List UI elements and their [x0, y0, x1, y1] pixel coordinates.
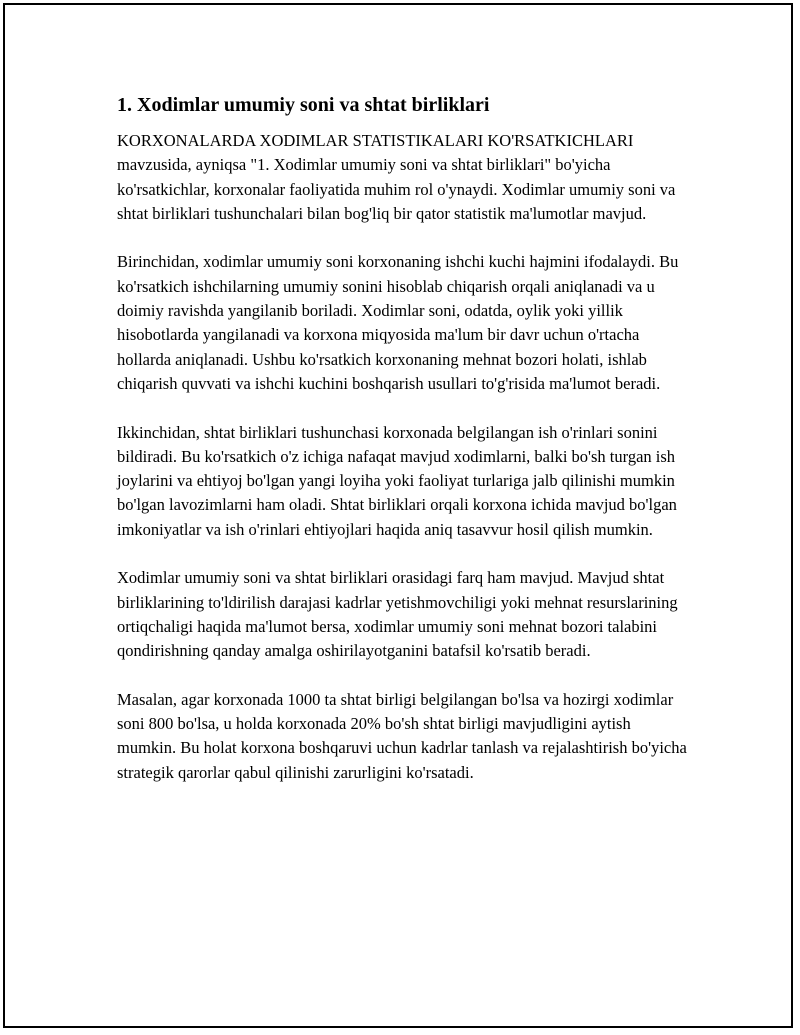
paragraph-total-employees: Birinchidan, xodimlar umumiy soni korxonaning ishchi kuchi hajmini ifodalaydi. Bu ko'rsatkich ishchilarning umumiy sonini hisoblab chiqarish orqali aniqlanadi va u doimiy ravishda yangilanib boriladi. Xodimlar soni, odatda, oylik yoki yillik hisobotlarda yangilanadi va korxona miqyosida ma'lum bir davr uchun o'rtacha hollarda aniqlanadi. Ushbu ko'rsatkich korxonaning mehnat bozori holati, ishlab chiqarish quvvati va ishchi kuchini boshqarish usullari to'g'risida ma'lumot beradi. [117, 252, 679, 393]
paragraph-intro: KORXONALARDA XODIMLAR STATISTIKALARI KO'RSATKICHLARI mavzusida, ayniqsa "1. Xodimlar umumiy soni va shtat birliklari" bo'yicha ko'rsatkichlar, korxonalar faoliyatida muhim rol o'ynaydi. Xodimlar umumiy soni va shtat birliklari tushunchalari bilan bog'liq bir qator statistik ma'lumotlar mavjud. [117, 131, 676, 223]
paragraph-difference: Xodimlar umumiy soni va shtat birliklari orasidagi farq ham mavjud. Mavjud shtat birliklarining to'ldirilish darajasi kadrlar yetishmovchiligi yoki mehnat resurslarining ortiqchaligi haqida ma'lumot bersa, xodimlar umumiy soni mehnat bozori talabini qondirishning qanday amalga oshirilayotganini batafsil ko'rsatib beradi. [117, 568, 678, 661]
document-body [117, 93, 692, 809]
paragraph-staff-units: Ikkinchidan, shtat birliklari tushunchasi korxonada belgilangan ish o'rinlari sonini bildiradi. Bu ko'rsatkich o'z ichiga nafaqat mavjud xodimlarni, balki bo'sh turgan ish joylarini va ehtiyoj bo'lgan yangi loyiha yoki faoliyat turlariga jalb qilinishi mumkin bo'lgan lavozimlarni ham oladi. Shtat birliklari orqali korxona ichida mavjud bo'lgan imkoniyatlar va ish o'rinlari ehtiyojlari haqida aniq tasavvur hosil qilish mumkin. [117, 422, 677, 539]
document-title: 1. Xodimlar umumiy soni va shtat birliklari [117, 94, 490, 116]
paragraph-example: Masalan, agar korxonada 1000 ta shtat birligi belgilangan bo'lsa va hozirgi xodimlar soni 800 bo'lsa, u holda korxonada 20% bo'sh shtat birligi mavjudligini aytish mumkin. Bu holat korxona boshqaruvi uchun kadrlar tanlash va rejalashtirish bo'yicha strategik qarorlar qabul qilinishi zarurligini ko'rsatadi. [117, 689, 687, 782]
